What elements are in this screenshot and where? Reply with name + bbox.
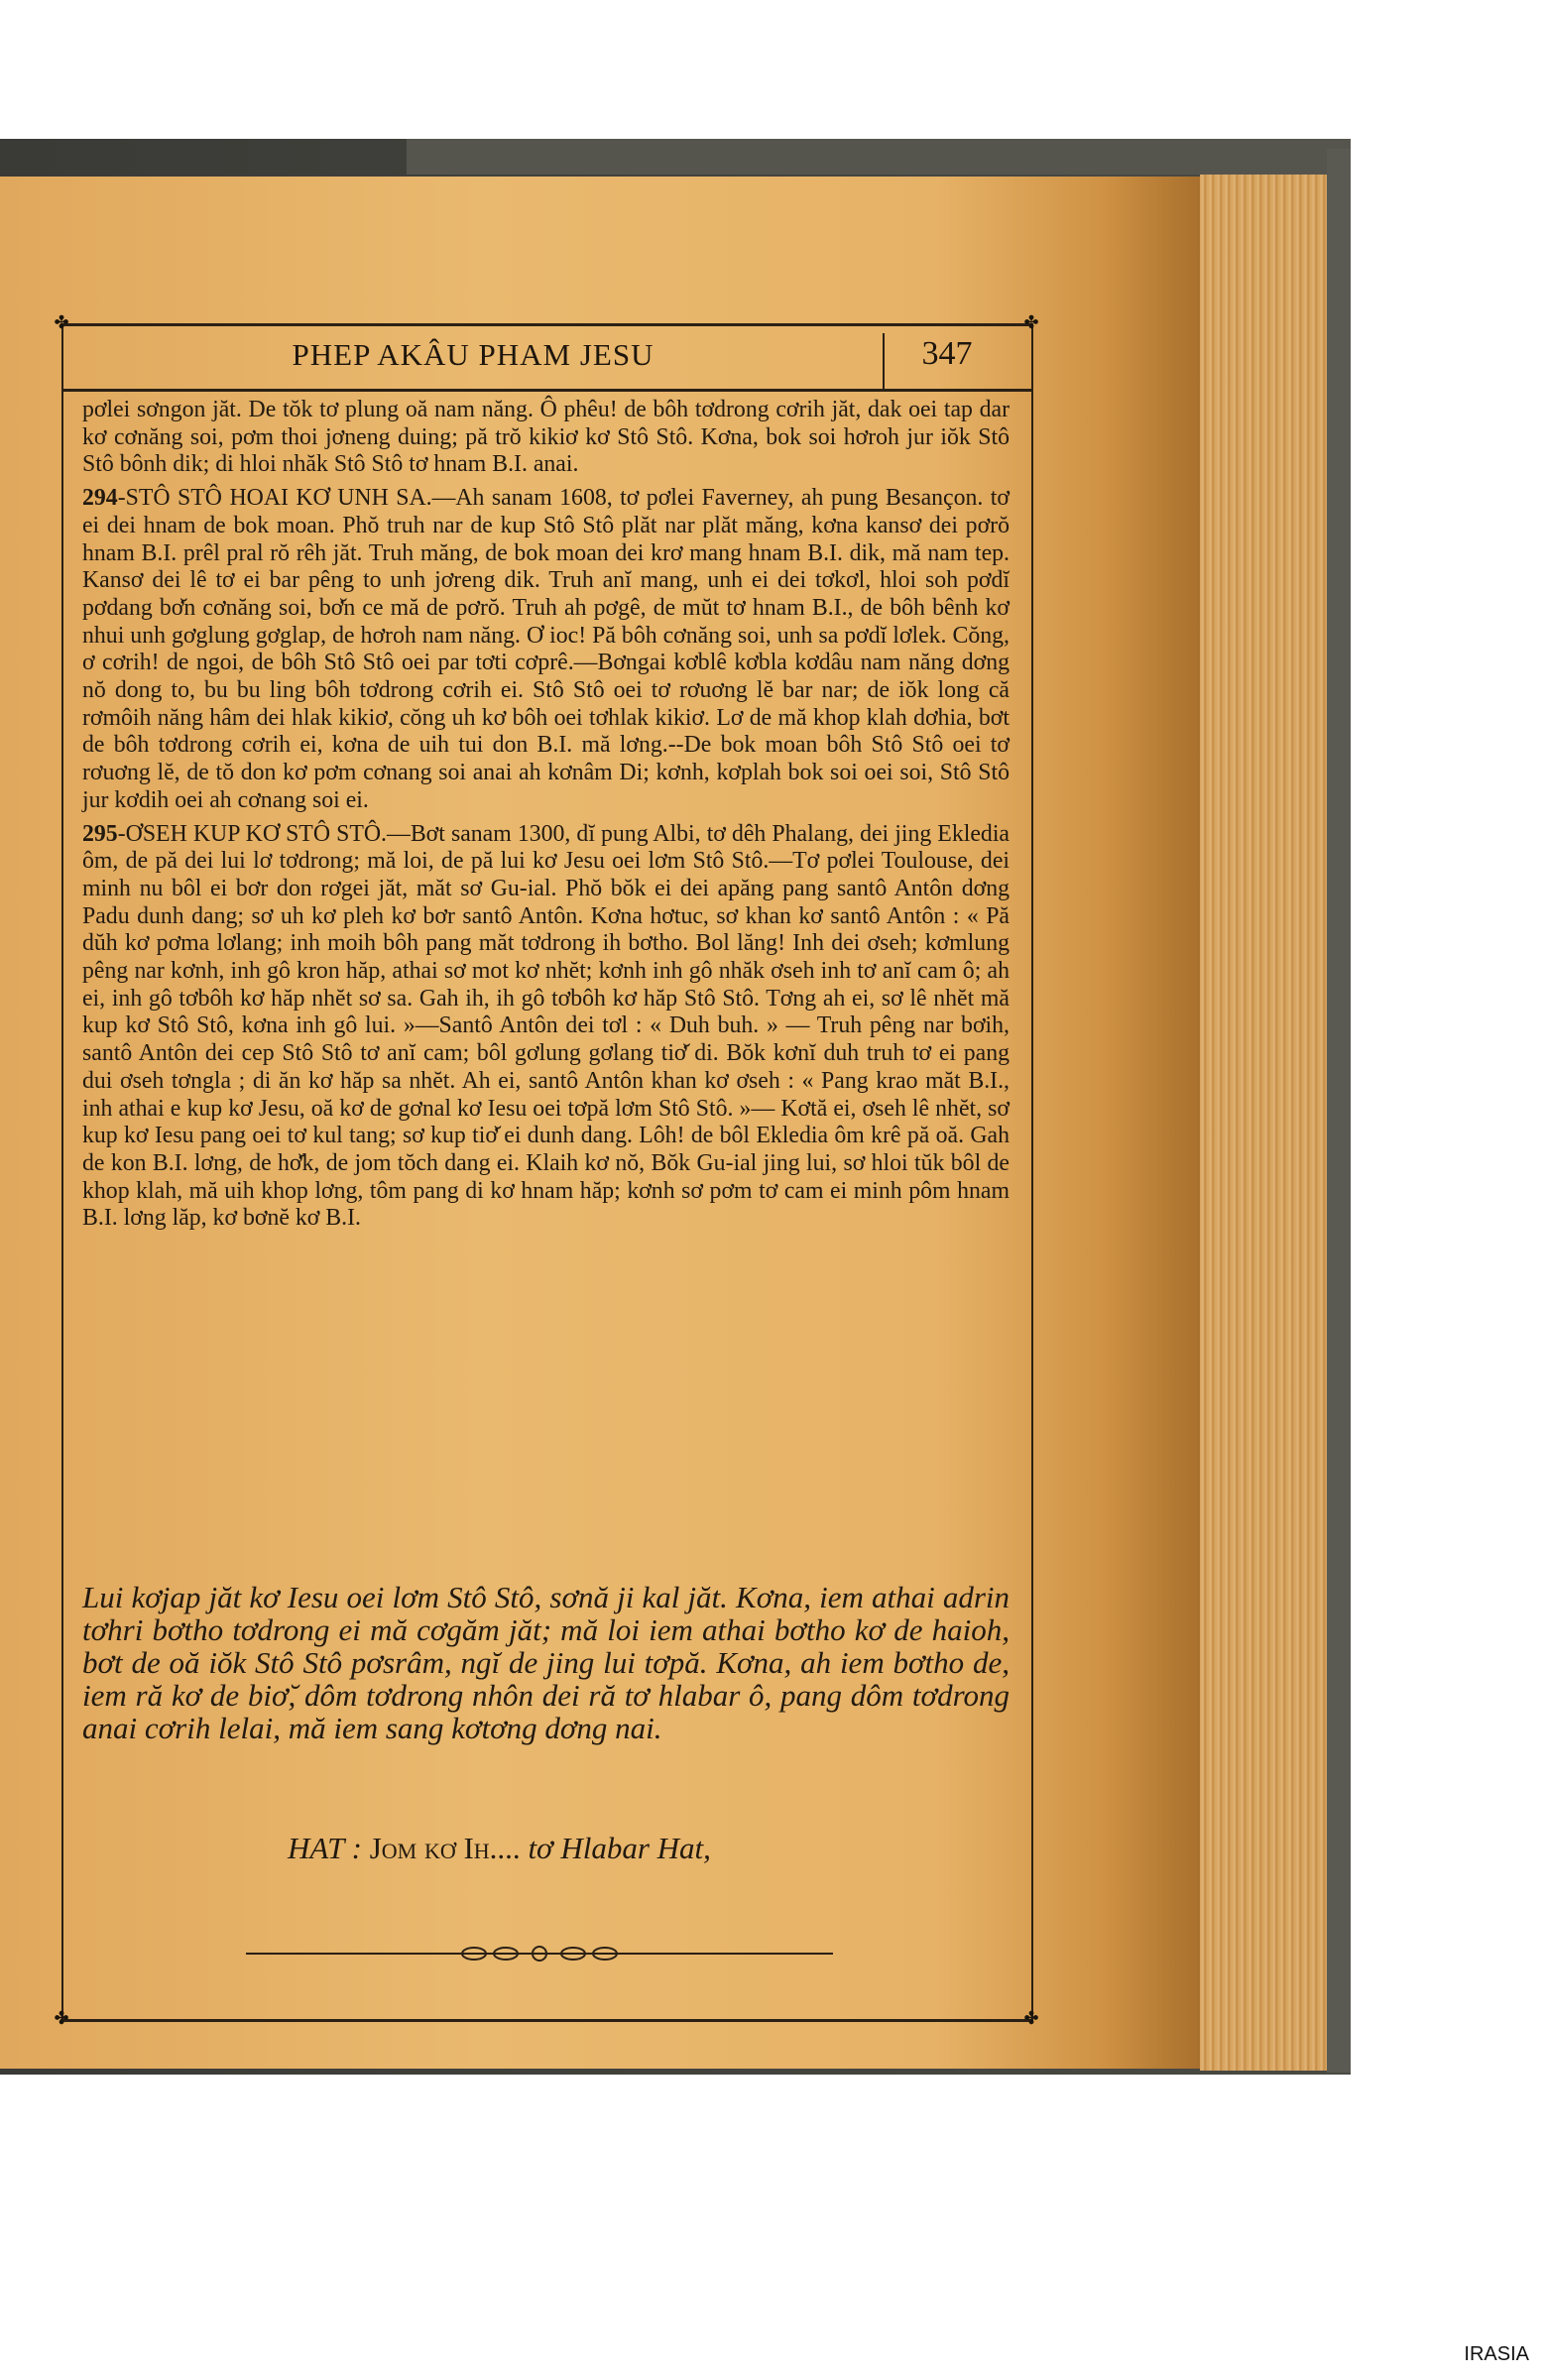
corner-ornament-icon: ✤ (1023, 312, 1039, 333)
header-rule (63, 389, 1031, 392)
hymn-line (288, 1831, 982, 1866)
cover-spine-edge (1327, 149, 1351, 2073)
entry-295 (82, 821, 1010, 1234)
running-title: PHEP AKÂU PHAM JESU (292, 337, 654, 372)
frame-left-rule (61, 323, 63, 2021)
hymn-title: Jom kơ Ih.... (369, 1831, 521, 1865)
entry-294 (82, 485, 1010, 814)
page-edges (1200, 175, 1327, 2071)
divider-ornament-icon (246, 1942, 833, 1965)
frame-bottom-rule (61, 2019, 1033, 2022)
entry-heading: -STÔ STÔ HOAI KƠ UNH SA. (117, 485, 432, 512)
entry-heading: -ƠSEH KUP KƠ STÔ STÔ. (117, 820, 388, 847)
corner-ornament-icon: ✤ (1023, 2008, 1039, 2029)
entry-text: —Ah sanam 1608, tơ pơlei Faverney, ah pung Besançon. tơ ei dei hnam de bok moan. Phŏ truh nar de kup Stô Stô plăt nar plăt măng, kơna kansơ dei pơrŏ hnam B.I. prêl pral rŏ rêh jăt. Truh măng, de bok moan dei krơ mang hnam B.I. dik, mă nam tep. Kansơ dei lê tơ ei bar pêng to unh jơreng dik. Truh anĭ mang, unh ei dei tơkơl, hloi soh pơdĭ pơdang bơ̆n cơnăng soi, bơ̆n ce mă de pơrŏ. Truh ah pơgê, de mŭt tơ hnam B.I., de bôh bênh kơ nhui unh gơglung gơglap, de hơroh nam năng. Ơ ioc! Pă bôh cơnăng soi, unh sa pơdĭ lơlek. Cŏng, ơ cơrih! de ngoi, de bôh Stô Stô oei par tơti cơprê.—Bơngai kơblê kơbla kơdâu nam năng dơng nŏ dong to, bu bu ling bôh tơdrong cơrih ei. Stô Stô oei tơ rơuơng lĕ bar nar; de iŏk long că rơmôih năng hâm dei hlak kikiơ, cŏng uh kơ bôh oei tơhlak kikiơ. Lơ de mă khop klah dơhia, bơt de bôh tơdrong cơrih ei, kơna de uih tui don B.I. mă lơng.--De bok moan bôh Stô Stô oei tơ rơuơng lĕ, de tŏ don kơ pơm cơnang soi anai ah kơnâm Di; kơnh, kơplah bok soi oei soi, Stô Stô jur kơdih oei ah cơnang soi ei. (82, 485, 1010, 813)
header-separator (883, 333, 885, 389)
frame-right-rule (1031, 323, 1033, 2021)
corner-ornament-icon: ✤ (54, 2008, 69, 2029)
paragraph: pơlei sơngon jăt. De tŏk tơ plung oă nam năng. Ô phêu! de bôh tơdrong cơrih jăt, dak oei tap dar kơ cơnăng soi, pơm thoi jơneng duing; pă trŏ kikiơ kơ Stô Stô. Kơna, bok soi hơroh jur iŏk Stô Stô bônh dik; di hloi nhăk Stô Stô tơ hnam B.I. anai. (82, 397, 1010, 478)
page-number: 347 (921, 335, 973, 372)
hymn-source: tơ Hlabar Hat, (528, 1831, 711, 1865)
entry-number: 294 (82, 485, 118, 512)
italic-exhortation: Lui kơjap jăt kơ Iesu oei lơm Stô Stô, sơnă ji kal jăt. Kơna, iem athai adrin tơhri bơtho tơdrong ei mă cơgăm jăt; mă loi iem athai bơtho kơ de haioh, bơt de oă iŏk Stô Stô pơsrâm, ngĭ de jing lui tơpă. Kơna, ah iem bơtho de, iem ră kơ de biơ̆, dôm tơdrong nhôn dei ră tơ hlabar ô, pang dôm tơdrong anai cơrih lelai, mă iem sang kơtơng dơng nai. (82, 1580, 1010, 1745)
frame-top-rule (61, 323, 1033, 326)
corner-ornament-icon: ✤ (54, 312, 69, 333)
hymn-label: HAT : (288, 1831, 362, 1865)
cover-top-band (407, 139, 1351, 175)
entry-number: 295 (82, 820, 118, 847)
entry-text: —Bơt sanam 1300, dĭ pung Albi, tơ dêh Phalang, dei jing Ekledia ôm, de pă dei lui lơ tơdrong; mă loi, de pă lui kơ Jesu oei lơm Stô Stô.—Tơ pơlei Toulouse, dei minh nu bôl ei bơr don rơgei jăt, măt sơ Gu-ial. Phŏ bŏk ei dei apăng pang santô Antôn dơng Padu dunh dang; sơ uh kơ pleh kơ bơr santô Antôn. Kơna hơtuc, sơ khan kơ santô Antôn : « Pă dŭh kơ pơma lơlang; inh moih bôh pang măt tơdrong ih bơtho. Bol lăng! Inh dei ơseh; kơmlung pêng nar kơnh, inh gô kron hăp, athai sơ mot kơ nhĕt; kơnh inh gô nhăk ơseh inh tơ anĭ cam ô; ah ei, inh gô tơbôh kơ hăp nhĕt sơ sa. Gah ih, ih gô tơbôh kơ hăp Stô Stô. Tơng ah ei, sơ lê nhĕt mă kup kơ Stô Stô, kơna inh gô lui. »—Santô Antôn dei tơl : « Duh buh. » — Truh pêng nar bơih, santô Antôn dei cep Stô Stô tơ anĭ cam; bôl gơlung gơlang tiơ̆ di. Bŏk kơnĭ duh truh tơ ei pang dui ơseh tơngla ; di ăn kơ hăp sa nhĕt. Ah ei, santô Antôn khan kơ ơseh : « Pang krao măt B.I., inh athai e kup kơ Jesu, oă kơ de gơnal kơ Iesu oei tơpă lơm Stô Stô. »— Kơtă ei, ơseh lê nhĕt, sơ kup kơ Iesu pang oei tơ kul tang; sơ kup tiơ̆ ei dunh dang. Lôh! de bôl Ekledia ôm krê pă oă. Gah de kon B.I. lơng, de hơ̆k, de jom tŏch dang ei. Klaih kơ nŏ, Bŏk Gu-ial jing lui, sơ hloi tŭk bôl de khop klah, mă uih khop lơng, tôm pang di kơ hnam hăp; kơnh sơ pơm tơ cam ei minh pôm hnam B.I. lơng lăp, kơ bơnĕ kơ B.I. (82, 820, 1010, 1232)
body-text (82, 397, 1010, 1233)
watermark: IRASIA (1464, 2343, 1529, 2365)
